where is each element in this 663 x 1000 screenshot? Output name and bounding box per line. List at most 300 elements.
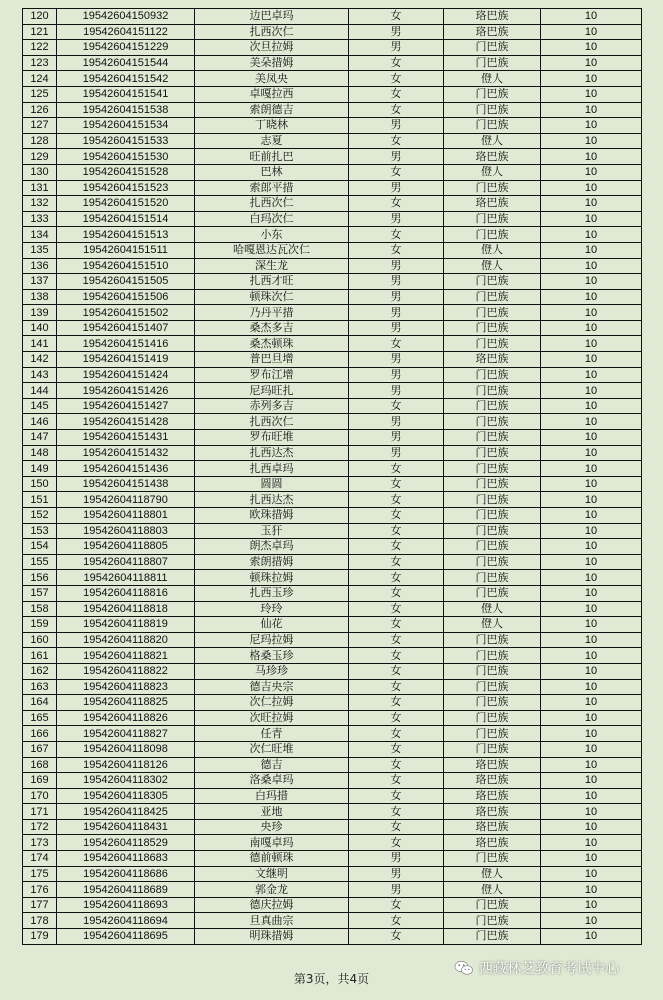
ethnicity-cell: 门巴族 [444, 102, 541, 118]
row-number-cell: 126 [23, 102, 57, 118]
score-cell: 10 [541, 305, 642, 321]
exam-id-cell: 19542604118821 [57, 648, 195, 664]
score-cell: 10 [541, 508, 642, 524]
gender-cell: 女 [349, 648, 444, 664]
gender-cell: 女 [349, 476, 444, 492]
gender-cell: 女 [349, 398, 444, 414]
roster-body [23, 9, 642, 945]
ethnicity-cell: 门巴族 [444, 227, 541, 243]
row-number-cell: 161 [23, 648, 57, 664]
gender-cell: 女 [349, 133, 444, 149]
row-number-cell: 140 [23, 320, 57, 336]
ethnicity-cell: 珞巴族 [444, 773, 541, 789]
student-name-cell: 扎西玉珍 [195, 585, 349, 601]
score-cell: 10 [541, 227, 642, 243]
student-name-cell: 白玛措 [195, 788, 349, 804]
gender-cell: 女 [349, 508, 444, 524]
gender-cell: 男 [349, 445, 444, 461]
gender-cell: 男 [349, 274, 444, 290]
gender-cell: 女 [349, 632, 444, 648]
gender-cell: 男 [349, 24, 444, 40]
row-number-cell: 155 [23, 554, 57, 570]
exam-id-cell: 19542604151505 [57, 274, 195, 290]
row-number-cell: 146 [23, 414, 57, 430]
row-number-cell: 125 [23, 86, 57, 102]
ethnicity-cell: 门巴族 [444, 118, 541, 134]
ethnicity-cell: 门巴族 [444, 648, 541, 664]
row-number-cell: 165 [23, 710, 57, 726]
ethnicity-cell: 门巴族 [444, 86, 541, 102]
exam-id-cell: 19542604118818 [57, 601, 195, 617]
row-number-cell: 137 [23, 274, 57, 290]
ethnicity-cell: 门巴族 [444, 632, 541, 648]
score-cell: 10 [541, 164, 642, 180]
score-cell: 10 [541, 476, 642, 492]
student-name-cell: 德吉央宗 [195, 679, 349, 695]
table-row [23, 648, 642, 664]
exam-id-cell: 19542604118811 [57, 570, 195, 586]
table-row [23, 585, 642, 601]
exam-id-cell: 19542604151544 [57, 55, 195, 71]
gender-cell: 女 [349, 55, 444, 71]
table-row [23, 102, 642, 118]
row-number-cell: 123 [23, 55, 57, 71]
exam-id-cell: 19542604151428 [57, 414, 195, 430]
table-row [23, 336, 642, 352]
score-cell: 10 [541, 819, 642, 835]
row-number-cell: 174 [23, 851, 57, 867]
exam-id-cell: 19542604151122 [57, 24, 195, 40]
ethnicity-cell: 门巴族 [444, 695, 541, 711]
exam-id-cell: 19542604151229 [57, 40, 195, 56]
score-cell: 10 [541, 695, 642, 711]
gender-cell: 女 [349, 570, 444, 586]
exam-id-cell: 19542604151520 [57, 196, 195, 212]
gender-cell: 男 [349, 149, 444, 165]
exam-id-cell: 19542604118816 [57, 585, 195, 601]
student-name-cell: 扎西次仁 [195, 414, 349, 430]
exam-id-cell: 19542604118801 [57, 508, 195, 524]
score-cell: 10 [541, 601, 642, 617]
ethnicity-cell: 珞巴族 [444, 788, 541, 804]
exam-id-cell: 19542604151426 [57, 383, 195, 399]
table-row [23, 180, 642, 196]
row-number-cell: 147 [23, 430, 57, 446]
gender-cell: 男 [349, 430, 444, 446]
student-name-cell: 志夏 [195, 133, 349, 149]
student-name-cell: 扎西达杰 [195, 492, 349, 508]
exam-id-cell: 19542604151438 [57, 476, 195, 492]
student-name-cell: 任青 [195, 726, 349, 742]
ethnicity-cell: 门巴族 [444, 523, 541, 539]
student-name-cell: 仙花 [195, 617, 349, 633]
exam-id-cell: 19542604151419 [57, 352, 195, 368]
exam-id-cell: 19542604151510 [57, 258, 195, 274]
row-number-cell: 142 [23, 352, 57, 368]
row-number-cell: 130 [23, 164, 57, 180]
table-row [23, 461, 642, 477]
table-row [23, 149, 642, 165]
student-name-cell: 次旺拉姆 [195, 710, 349, 726]
exam-id-cell: 19542604118820 [57, 632, 195, 648]
table-row [23, 913, 642, 929]
exam-id-cell: 19542604151538 [57, 102, 195, 118]
gender-cell: 男 [349, 320, 444, 336]
row-number-cell: 169 [23, 773, 57, 789]
row-number-cell: 164 [23, 695, 57, 711]
exam-id-cell: 19542604151436 [57, 461, 195, 477]
score-cell: 10 [541, 414, 642, 430]
score-cell: 10 [541, 570, 642, 586]
roster-table [22, 8, 642, 945]
table-row [23, 570, 642, 586]
gender-cell: 女 [349, 788, 444, 804]
ethnicity-cell: 珞巴族 [444, 9, 541, 25]
score-cell: 10 [541, 149, 642, 165]
score-cell: 10 [541, 71, 642, 87]
student-name-cell: 美凤央 [195, 71, 349, 87]
exam-id-cell: 19542604118693 [57, 897, 195, 913]
score-cell: 10 [541, 461, 642, 477]
wechat-icon [454, 960, 474, 976]
score-cell: 10 [541, 40, 642, 56]
table-row [23, 414, 642, 430]
gender-cell: 女 [349, 461, 444, 477]
ethnicity-cell: 门巴族 [444, 851, 541, 867]
student-name-cell: 次仁拉姆 [195, 695, 349, 711]
watermark [454, 958, 619, 978]
ethnicity-cell: 门巴族 [444, 741, 541, 757]
table-row [23, 86, 642, 102]
score-cell: 10 [541, 523, 642, 539]
row-number-cell: 168 [23, 757, 57, 773]
ethnicity-cell: 门巴族 [444, 430, 541, 446]
ethnicity-cell: 门巴族 [444, 289, 541, 305]
ethnicity-cell: 门巴族 [444, 539, 541, 555]
student-name-cell: 南嘎卓玛 [195, 835, 349, 851]
exam-id-cell: 19542604151513 [57, 227, 195, 243]
row-number-cell: 136 [23, 258, 57, 274]
score-cell: 10 [541, 352, 642, 368]
row-number-cell: 128 [23, 133, 57, 149]
table-row [23, 929, 642, 945]
table-row [23, 211, 642, 227]
exam-id-cell: 19542604118823 [57, 679, 195, 695]
student-name-cell: 索郎平措 [195, 180, 349, 196]
exam-id-cell: 19542604118689 [57, 882, 195, 898]
row-number-cell: 160 [23, 632, 57, 648]
score-cell: 10 [541, 211, 642, 227]
score-cell: 10 [541, 726, 642, 742]
ethnicity-cell: 门巴族 [444, 398, 541, 414]
student-name-cell: 郭金龙 [195, 882, 349, 898]
gender-cell: 女 [349, 492, 444, 508]
student-name-cell: 格桑玉珍 [195, 648, 349, 664]
watermark-text: 西藏林芝教育考试中心 [479, 961, 619, 977]
ethnicity-cell: 门巴族 [444, 585, 541, 601]
exam-id-cell: 19542604118302 [57, 773, 195, 789]
page-number: 第3页，共4页 [293, 972, 370, 986]
row-number-cell: 150 [23, 476, 57, 492]
exam-id-cell: 19542604151530 [57, 149, 195, 165]
row-number-cell: 131 [23, 180, 57, 196]
gender-cell: 男 [349, 851, 444, 867]
row-number-cell: 156 [23, 570, 57, 586]
table-row [23, 788, 642, 804]
ethnicity-cell: 门巴族 [444, 476, 541, 492]
exam-id-cell: 19542604118695 [57, 929, 195, 945]
student-name-cell: 乃丹平措 [195, 305, 349, 321]
table-row [23, 476, 642, 492]
table-row [23, 9, 642, 25]
table-row [23, 196, 642, 212]
student-name-cell: 明珠措姆 [195, 929, 349, 945]
exam-id-cell: 19542604151528 [57, 164, 195, 180]
table-row [23, 320, 642, 336]
row-number-cell: 171 [23, 804, 57, 820]
exam-id-cell: 19542604118822 [57, 663, 195, 679]
student-name-cell: 丁晓林 [195, 118, 349, 134]
exam-id-cell: 19542604151407 [57, 320, 195, 336]
score-cell: 10 [541, 663, 642, 679]
score-cell: 10 [541, 336, 642, 352]
ethnicity-cell: 门巴族 [444, 897, 541, 913]
row-number-cell: 122 [23, 40, 57, 56]
ethnicity-cell: 珞巴族 [444, 757, 541, 773]
student-name-cell: 扎西次仁 [195, 196, 349, 212]
score-cell: 10 [541, 585, 642, 601]
exam-id-cell: 19542604151424 [57, 367, 195, 383]
score-cell: 10 [541, 897, 642, 913]
score-cell: 10 [541, 929, 642, 945]
score-cell: 10 [541, 539, 642, 555]
table-row [23, 601, 642, 617]
score-cell: 10 [541, 804, 642, 820]
student-name-cell: 小东 [195, 227, 349, 243]
exam-id-cell: 19542604118098 [57, 741, 195, 757]
ethnicity-cell: 门巴族 [444, 461, 541, 477]
row-number-cell: 176 [23, 882, 57, 898]
table-row [23, 695, 642, 711]
gender-cell: 女 [349, 913, 444, 929]
table-row [23, 851, 642, 867]
ethnicity-cell: 僜人 [444, 258, 541, 274]
score-cell: 10 [541, 9, 642, 25]
score-cell: 10 [541, 242, 642, 258]
gender-cell: 女 [349, 227, 444, 243]
table-row [23, 741, 642, 757]
row-number-cell: 172 [23, 819, 57, 835]
ethnicity-cell: 珞巴族 [444, 804, 541, 820]
exam-id-cell: 19542604151502 [57, 305, 195, 321]
gender-cell: 男 [349, 180, 444, 196]
ethnicity-cell: 僜人 [444, 164, 541, 180]
exam-id-cell: 19542604118431 [57, 819, 195, 835]
gender-cell: 女 [349, 679, 444, 695]
score-cell: 10 [541, 632, 642, 648]
student-name-cell: 赤列多吉 [195, 398, 349, 414]
ethnicity-cell: 僜人 [444, 133, 541, 149]
student-name-cell: 哈嘎恩达瓦次仁 [195, 242, 349, 258]
table-row [23, 24, 642, 40]
score-cell: 10 [541, 913, 642, 929]
gender-cell: 男 [349, 882, 444, 898]
student-name-cell: 玉犴 [195, 523, 349, 539]
score-cell: 10 [541, 367, 642, 383]
exam-id-cell: 19542604151542 [57, 71, 195, 87]
gender-cell: 男 [349, 211, 444, 227]
table-row [23, 258, 642, 274]
row-number-cell: 170 [23, 788, 57, 804]
score-cell: 10 [541, 383, 642, 399]
score-cell: 10 [541, 741, 642, 757]
table-row [23, 55, 642, 71]
gender-cell: 女 [349, 929, 444, 945]
exam-id-cell: 19542604151534 [57, 118, 195, 134]
row-number-cell: 135 [23, 242, 57, 258]
row-number-cell: 167 [23, 741, 57, 757]
score-cell: 10 [541, 710, 642, 726]
exam-id-cell: 19542604118827 [57, 726, 195, 742]
score-cell: 10 [541, 274, 642, 290]
student-name-cell: 边巴卓玛 [195, 9, 349, 25]
exam-id-cell: 19542604151541 [57, 86, 195, 102]
table-row [23, 305, 642, 321]
exam-id-cell: 19542604118803 [57, 523, 195, 539]
ethnicity-cell: 门巴族 [444, 508, 541, 524]
gender-cell: 女 [349, 819, 444, 835]
ethnicity-cell: 僜人 [444, 882, 541, 898]
gender-cell: 女 [349, 71, 444, 87]
score-cell: 10 [541, 55, 642, 71]
row-number-cell: 154 [23, 539, 57, 555]
exam-id-cell: 19542604118305 [57, 788, 195, 804]
gender-cell: 女 [349, 773, 444, 789]
row-number-cell: 133 [23, 211, 57, 227]
student-name-cell: 德前顿珠 [195, 851, 349, 867]
row-number-cell: 151 [23, 492, 57, 508]
ethnicity-cell: 僜人 [444, 242, 541, 258]
gender-cell: 男 [349, 118, 444, 134]
table-row [23, 632, 642, 648]
ethnicity-cell: 门巴族 [444, 211, 541, 227]
table-row [23, 508, 642, 524]
gender-cell: 女 [349, 695, 444, 711]
student-name-cell: 巴林 [195, 164, 349, 180]
ethnicity-cell: 门巴族 [444, 55, 541, 71]
score-cell: 10 [541, 398, 642, 414]
student-name-cell: 罗布江增 [195, 367, 349, 383]
gender-cell: 男 [349, 258, 444, 274]
row-number-cell: 166 [23, 726, 57, 742]
student-name-cell: 普巴旦增 [195, 352, 349, 368]
score-cell: 10 [541, 835, 642, 851]
row-number-cell: 153 [23, 523, 57, 539]
ethnicity-cell: 门巴族 [444, 726, 541, 742]
ethnicity-cell: 门巴族 [444, 492, 541, 508]
exam-id-cell: 19542604118805 [57, 539, 195, 555]
ethnicity-cell: 门巴族 [444, 274, 541, 290]
row-number-cell: 138 [23, 289, 57, 305]
ethnicity-cell: 门巴族 [444, 180, 541, 196]
ethnicity-cell: 门巴族 [444, 913, 541, 929]
ethnicity-cell: 门巴族 [444, 320, 541, 336]
student-name-cell: 文继明 [195, 866, 349, 882]
table-row [23, 773, 642, 789]
table-row [23, 726, 642, 742]
exam-id-cell: 19542604118807 [57, 554, 195, 570]
ethnicity-cell: 门巴族 [444, 367, 541, 383]
ethnicity-cell: 僜人 [444, 71, 541, 87]
gender-cell: 女 [349, 86, 444, 102]
row-number-cell: 132 [23, 196, 57, 212]
ethnicity-cell: 珞巴族 [444, 196, 541, 212]
student-name-cell: 欧珠措姆 [195, 508, 349, 524]
exam-id-cell: 19542604151514 [57, 211, 195, 227]
table-row [23, 804, 642, 820]
exam-id-cell: 19542604118826 [57, 710, 195, 726]
ethnicity-cell: 僜人 [444, 601, 541, 617]
exam-id-cell: 19542604118825 [57, 695, 195, 711]
student-name-cell: 亚地 [195, 804, 349, 820]
table-row [23, 523, 642, 539]
table-row [23, 710, 642, 726]
row-number-cell: 177 [23, 897, 57, 913]
score-cell: 10 [541, 258, 642, 274]
row-number-cell: 124 [23, 71, 57, 87]
student-name-cell: 美朵措姆 [195, 55, 349, 71]
ethnicity-cell: 门巴族 [444, 554, 541, 570]
score-cell: 10 [541, 118, 642, 134]
score-cell: 10 [541, 86, 642, 102]
gender-cell: 女 [349, 242, 444, 258]
score-cell: 10 [541, 882, 642, 898]
table-row [23, 835, 642, 851]
gender-cell: 女 [349, 523, 444, 539]
score-cell: 10 [541, 866, 642, 882]
score-cell: 10 [541, 679, 642, 695]
row-number-cell: 173 [23, 835, 57, 851]
table-row [23, 274, 642, 290]
table-row [23, 40, 642, 56]
gender-cell: 女 [349, 663, 444, 679]
gender-cell: 男 [349, 367, 444, 383]
student-name-cell: 德庆拉姆 [195, 897, 349, 913]
ethnicity-cell: 门巴族 [444, 570, 541, 586]
score-cell: 10 [541, 851, 642, 867]
gender-cell: 女 [349, 741, 444, 757]
ethnicity-cell: 门巴族 [444, 336, 541, 352]
exam-id-cell: 19542604118425 [57, 804, 195, 820]
student-name-cell: 圆圆 [195, 476, 349, 492]
gender-cell: 男 [349, 40, 444, 56]
row-number-cell: 162 [23, 663, 57, 679]
score-cell: 10 [541, 196, 642, 212]
score-cell: 10 [541, 492, 642, 508]
exam-id-cell: 19542604151431 [57, 430, 195, 446]
row-number-cell: 159 [23, 617, 57, 633]
student-name-cell: 玲玲 [195, 601, 349, 617]
table-row [23, 757, 642, 773]
gender-cell: 女 [349, 554, 444, 570]
table-row [23, 866, 642, 882]
table-row [23, 663, 642, 679]
ethnicity-cell: 门巴族 [444, 445, 541, 461]
exam-id-cell: 19542604151416 [57, 336, 195, 352]
exam-id-cell: 19542604151427 [57, 398, 195, 414]
student-name-cell: 洛桑卓玛 [195, 773, 349, 789]
student-name-cell: 旦真曲宗 [195, 913, 349, 929]
